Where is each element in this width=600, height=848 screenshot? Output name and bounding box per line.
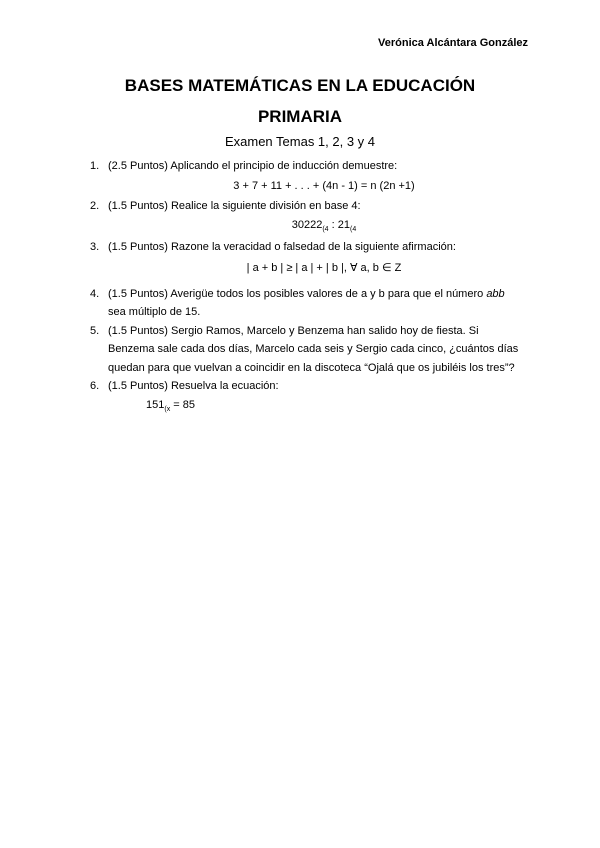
number-abb: abb	[486, 287, 505, 300]
question-text-line-3: quedan para que vuelvan a coincidir en la discoteca “Ojalá que os jubiléis los tres”?	[108, 361, 515, 374]
question-text-line-2: Benzema sale cada dos días, Marcelo cada seis y Sergio cada cinco, ¿cuántos días	[108, 343, 519, 355]
equation-lhs: 151	[146, 398, 165, 411]
question-list	[90, 157, 540, 416]
dividend-base: (4	[322, 226, 329, 233]
inequality-formula: | a + b | ≥ | a | + | b |, ∀ a, b ∈ Z	[246, 261, 402, 274]
question-text: (2.5 Puntos) Aplicando el principio de inducción demuestre:	[108, 160, 398, 172]
question-1	[90, 157, 540, 195]
question-3	[90, 238, 540, 277]
question-text: (1.5 Puntos) Razone la veracidad o falsedad de la siguiente afirmación:	[108, 241, 456, 253]
division-formula	[108, 216, 540, 236]
question-number: 2.	[90, 199, 100, 212]
equation	[146, 396, 540, 416]
question-number: 3.	[90, 241, 100, 253]
author-name: Verónica Alcántara González	[378, 37, 528, 49]
question-text: (1.5 Puntos) Realice la siguiente división en base 4:	[108, 199, 361, 212]
question-number: 4.	[90, 287, 100, 300]
divisor: 21	[337, 219, 350, 231]
question-number: 6.	[90, 380, 100, 392]
question-text-line-1: (1.5 Puntos) Sergio Ramos, Marcelo y Benzema han salido hoy de fiesta. Si	[108, 324, 479, 337]
title-line-2: PRIMARIA	[257, 107, 343, 126]
exam-subtitle: Examen Temas 1, 2, 3 y 4	[224, 134, 376, 149]
question-text-before: (1.5 Puntos) Averigüe todos los posibles valores de a y b para que el número	[108, 287, 487, 300]
question-4	[90, 285, 540, 322]
exam-title	[0, 70, 600, 132]
equation-base: (x	[164, 405, 171, 413]
induction-formula: 3 + 7 + 11 + . . . + (4n - 1) = n (2n +1)	[233, 179, 415, 192]
divisor-base: (4	[350, 226, 357, 233]
question-text-after: sea múltiplo de 15.	[108, 306, 201, 318]
question-text: (1.5 Puntos) Resuelva la ecuación:	[108, 380, 279, 392]
division-separator: :	[328, 219, 338, 231]
question-number: 1.	[90, 160, 100, 172]
question-text	[108, 285, 540, 304]
question-number: 5.	[90, 324, 100, 337]
title-line-1: BASES MATEMÁTICAS EN LA EDUCACIÓN	[124, 76, 476, 95]
equation-rhs: = 85	[170, 398, 195, 411]
question-6	[90, 377, 540, 416]
question-2	[90, 197, 540, 237]
question-5	[90, 322, 540, 378]
dividend: 30222	[291, 219, 323, 231]
